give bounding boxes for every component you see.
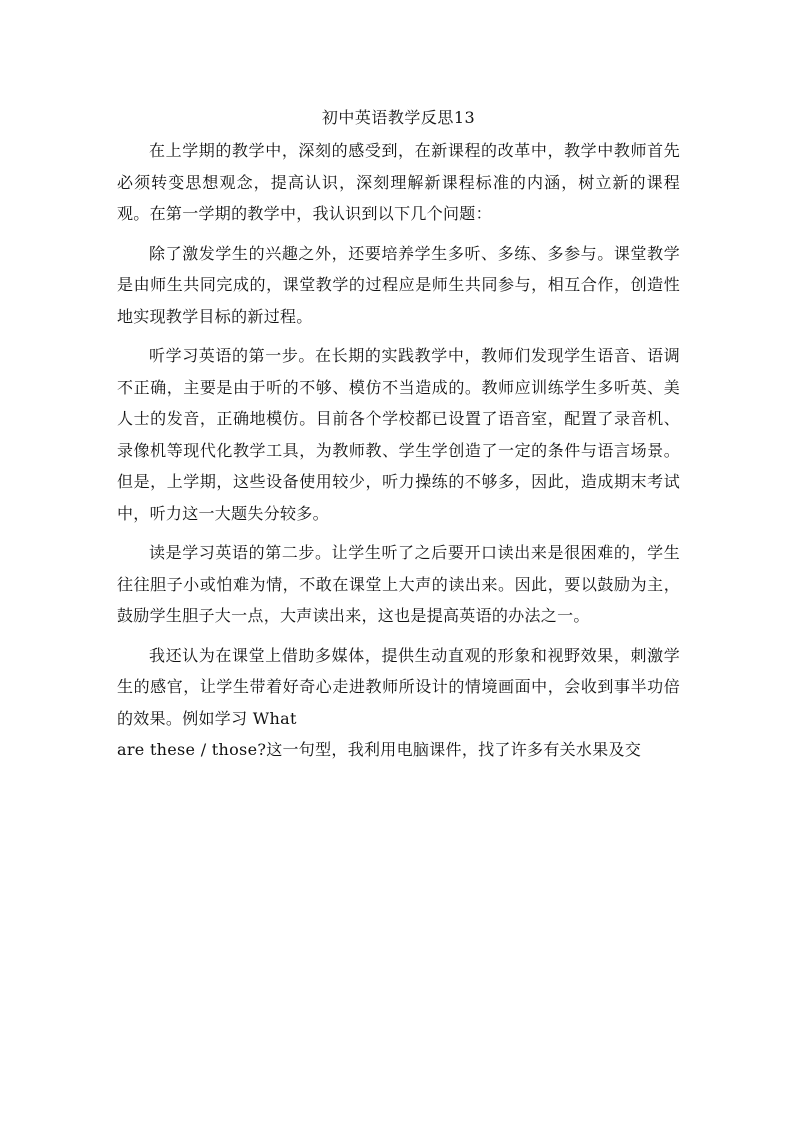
paragraph-4: 读是学习英语的第二步。让学生听了之后要开口读出来是很困难的，学生往往胆子小或怕难为情，不敢在课堂上大声的读出来。因此，要以鼓励为主，鼓励学生胆子大一点，大声读出来，这也是提高英语的办法之一。 bbox=[117, 543, 680, 625]
paragraph-1: 在上学期的教学中，深刻的感受到，在新课程的改革中，教学中教师首先必须转变思想观念，提高认识，深刻理解新课程标准的内涵，树立新的课程观。在第一学期的教学中，我认识到以下几个问题： bbox=[117, 141, 680, 223]
paragraph-6: are these / those?这一句型，我利用电脑课件，找了许多有关水果及交 bbox=[117, 740, 642, 759]
paragraph-5: 我还认为在课堂上借助多媒体，提供生动直观的形象和视野效果，刺激学生的感官，让学生带着好奇心走进教师所设计的情境画面中，会收到事半功倍的效果。例如学习 What bbox=[117, 645, 680, 728]
document-body bbox=[117, 104, 680, 774]
paragraph-3: 听学习英语的第一步。在长期的实践教学中，教师们发现学生语音、语调不正确，主要是由于听的不够、模仿不当造成的。教师应训练学生多听英、美人士的发音，正确地模仿。目前各个学校都已设置了语音室，配置了录音机、录像机等现代化教学工具，为教师教、学生学创造了一定的条件与语言场景。但是，上学期，这些设备使用较少，听力操练的不够多，因此，造成期末考试中，听力这一大题失分较多。 bbox=[117, 346, 680, 523]
document-title: 初中英语教学反思13 bbox=[321, 108, 476, 127]
paragraph-2: 除了激发学生的兴趣之外，还要培养学生多听、多练、多参与。课堂教学是由师生共同完成的，课堂教学的过程应是师生共同参与，相互合作，创造性地实现教学目标的新过程。 bbox=[117, 243, 680, 326]
